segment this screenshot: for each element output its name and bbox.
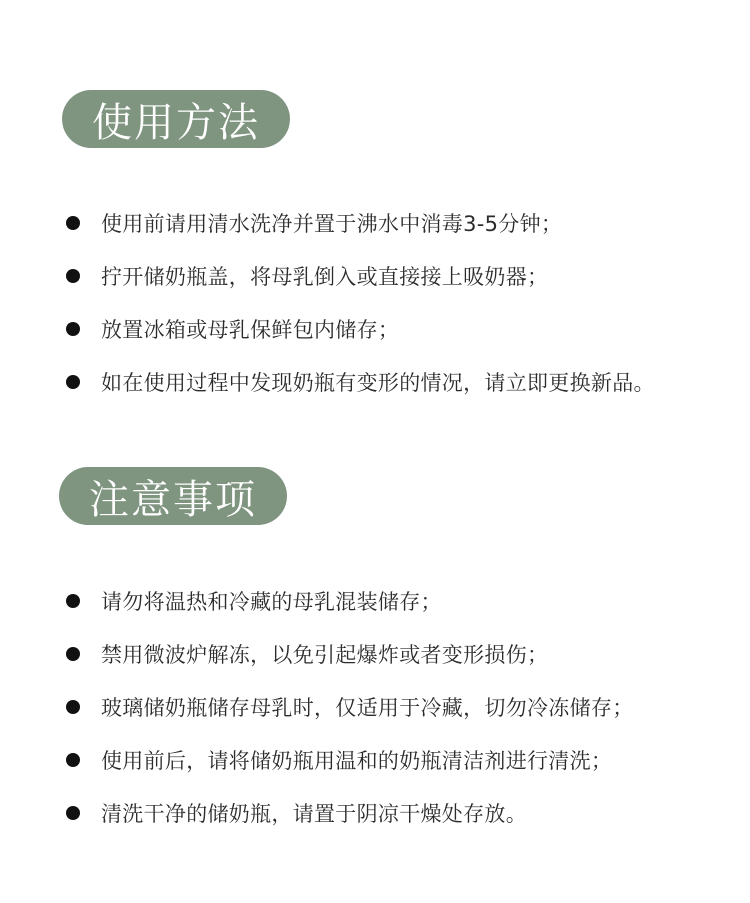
bullet-icon — [66, 216, 80, 230]
list-item-text: 放置冰箱或母乳保鲜包内储存； — [101, 317, 400, 342]
list-item-text: 如在使用过程中发现奶瓶有变形的情况，请立即更换新品。 — [101, 370, 655, 395]
list-item-text: 使用前请用清水洗净并置于沸水中消毒3-5分钟； — [101, 211, 563, 236]
list-item-text: 禁用微波炉解冻，以免引起爆炸或者变形损伤； — [101, 642, 549, 667]
list-item-text: 请勿将温热和冷藏的母乳混装储存； — [101, 589, 442, 614]
bullet-icon — [66, 647, 80, 661]
list-item-text: 拧开储奶瓶盖，将母乳倒入或直接接上吸奶器； — [101, 264, 549, 289]
bullet-icon — [66, 753, 80, 767]
bullet-icon — [66, 375, 80, 389]
list-item-text: 使用前后，请将储奶瓶用温和的奶瓶清洁剂进行清洗； — [101, 748, 613, 773]
list-item-text: 玻璃储奶瓶储存母乳时，仅适用于冷藏，切勿冷冻储存； — [101, 695, 634, 720]
list-item-text: 清洗干净的储奶瓶，请置于阴凉干燥处存放。 — [101, 801, 527, 826]
bullet-icon — [66, 594, 80, 608]
bullet-icon — [66, 806, 80, 820]
bullet-icon — [66, 269, 80, 283]
section-title-notes: 注意事项 — [59, 467, 287, 525]
section-title-usage: 使用方法 — [62, 90, 290, 148]
bullet-icon — [66, 700, 80, 714]
bullet-icon — [66, 322, 80, 336]
